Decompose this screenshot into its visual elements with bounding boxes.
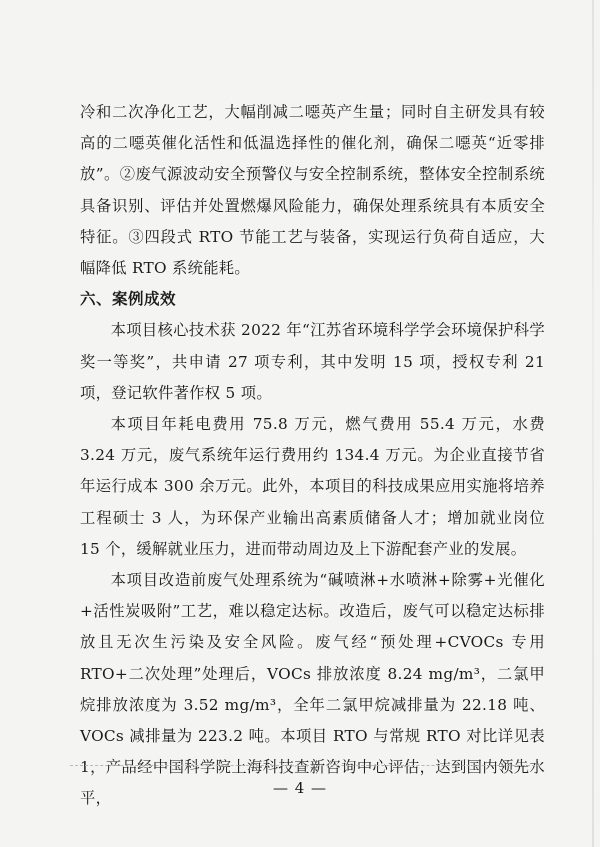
section-heading-case-results: 六、案例成效 (80, 290, 177, 309)
paragraph-operating-costs: 本项目年耗电费用 75.8 万元，燃气费用 55.4 万元，水费 3.24 万元，废气系统年运行费用约 134.4 万元。为企业直接节省年运行成本 300 余万元。此外，本项目的科技成果应用实施将培养工程硕士 3 人，为环保产业输出高素质储备人才；增加就业岗位 15 个，缓解就业压力，进而带动周边及上下游配套产业的发展。 (80, 415, 545, 558)
scan-edge-shadow (592, 0, 594, 847)
paragraph-awards-patents: 本项目核心技术获 2022 年“江苏省环境科学学会环境保护科学奖一等奖”，共申请 27 项专利，其中发明 15 项，授权专利 21 项，登记软件著作权 5 项。 (80, 321, 545, 402)
paragraph-process-description: 冷和二次净化工艺，大幅削减二噁英产生量；同时自主研发具有较高的二噁英催化活性和低温选择性的催化剂，确保二噁英“近零排放”。②废气源波动安全预警仪与安全控制系统，整体安全控制系统具备识别、评估并处置燃爆风险能力，确保处理系统具有本质安全特征。③四段式 RTO 节能工艺与装备，实现运行负荷自适应，大幅降低 RTO 系统能耗。 (80, 103, 545, 278)
paragraph-emission-results: 本项目改造前废气处理系统为“碱喷淋+水喷淋+除雾+光催化+活性炭吸附”工艺，难以稳定达标。改造后，废气可以稳定达标排放且无次生污染及安全风险。废气经“预处理+CVOCs 专用 RTO+二次处理”处理后，VOCs 排放浓度 8.24 mg/m³，二氯甲烷排放浓度为 3.52 mg/m³，全年二氯甲烷减排量为 22.18 吨、VOCs 减排量为 223.2 吨。本项目 RTO 与常规 RTO 对比详见表 1，产品经中国科学院上海科技查新咨询中心评估，达到国内领先水平， (80, 571, 545, 808)
page-number: — 4 — (272, 779, 328, 797)
footer-divider (70, 765, 540, 766)
document-body (80, 97, 545, 815)
